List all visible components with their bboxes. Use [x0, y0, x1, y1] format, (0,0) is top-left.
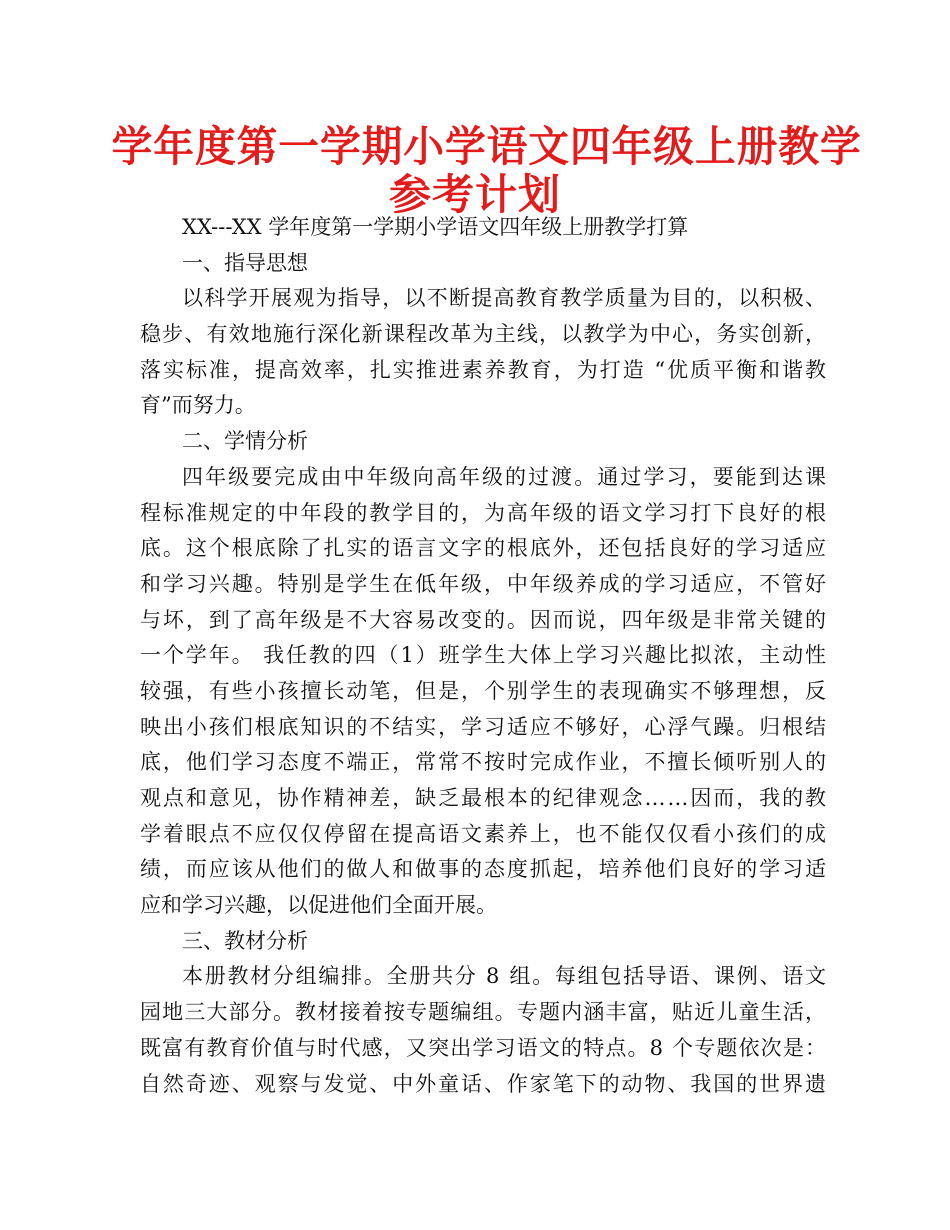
document-subtitle: XX---XX 学年度第一学期小学语文四年级上册教学打算 — [182, 215, 689, 239]
paragraph-line: 以科学开展观为指导，以不断提高教育教学质量为目的，以积极、 — [182, 286, 828, 311]
paragraph-line: 既富有教育价值与时代感，又突出学习语文的特点。8 个专题依次是： — [140, 1035, 828, 1060]
document-title-line-2: 参考计划 — [388, 170, 561, 219]
paragraph-line: 底，他们学习态度不端正，常常不按时完成作业，不擅长倾听别人的 — [140, 750, 828, 775]
paragraph-line: 落实标准，提高效率，扎实推进素养教育，为打造 “优质平衡和谐教 — [140, 357, 828, 382]
paragraph-line: 本册教材分组编排。全册共分 8 组。每组包括导语、课例、语文 — [182, 964, 828, 989]
paragraph-line: 观点和意见，协作精神差，缺乏最根本的纪律观念……因而，我的教 — [140, 786, 828, 810]
paragraph-line: 学着眼点不应仅仅停留在提高语文素养上，也不能仅仅看小孩们的成 — [140, 821, 828, 846]
section-heading-guiding-ideology: 一、指导思想 — [182, 250, 308, 275]
paragraph-line: 应和学习兴趣，以促进他们全面开展。 — [140, 893, 497, 918]
paragraph-line: 四年级要完成由中年级向高年级的过渡。通过学习，要能到达课 — [182, 464, 829, 489]
paragraph-line: 绩，而应该从他们的做人和做事的态度抓起，培养他们良好的学习适 — [140, 857, 828, 882]
paragraph-line: 和学习兴趣。特别是学生在低年级，中年级养成的学习适应，不管好 — [140, 571, 828, 596]
paragraph-line: 较强，有些小孩擅长动笔，但是，个别学生的表现确实不够理想，反 — [140, 678, 828, 703]
paragraph-line: 底。这个根底除了扎实的语言文字的根底外，还包括良好的学习适应 — [140, 536, 828, 561]
document-body — [140, 210, 829, 1102]
paragraph-line: 自然奇迹、观察与发觉、中外童话、作家笔下的动物、我国的世界遗 — [140, 1071, 828, 1096]
document-title-line-1: 学年度第一学期小学语文四年级上册教学 — [111, 122, 862, 171]
section-heading-textbook-analysis: 三、教材分析 — [182, 928, 308, 953]
paragraph-line: 与坏，到了高年级是不大容易改变的。因而说，四年级是非常关键的 — [140, 607, 828, 632]
paragraph-line: 园地三大部分。教材接着按专题编组。专题内涵丰富，贴近儿童生活， — [140, 1000, 828, 1025]
paragraph-line: 一个学年。 我任教的四（1）班学生大体上学习兴趣比拟浓，主动性 — [140, 643, 828, 668]
section-heading-student-analysis: 二、学情分析 — [182, 429, 308, 454]
paragraph-line: 映出小孩们根底知识的不结实，学习适应不够好，心浮气躁。归根结 — [140, 714, 828, 739]
paragraph-line: 育”而努力。 — [140, 393, 256, 418]
paragraph-line: 程标准规定的中年段的教学目的，为高年级的语文学习打下良好的根 — [140, 500, 828, 525]
paragraph-line: 稳步、有效地施行深化新课程改革为主线，以教学为中心，务实创新， — [140, 322, 828, 347]
